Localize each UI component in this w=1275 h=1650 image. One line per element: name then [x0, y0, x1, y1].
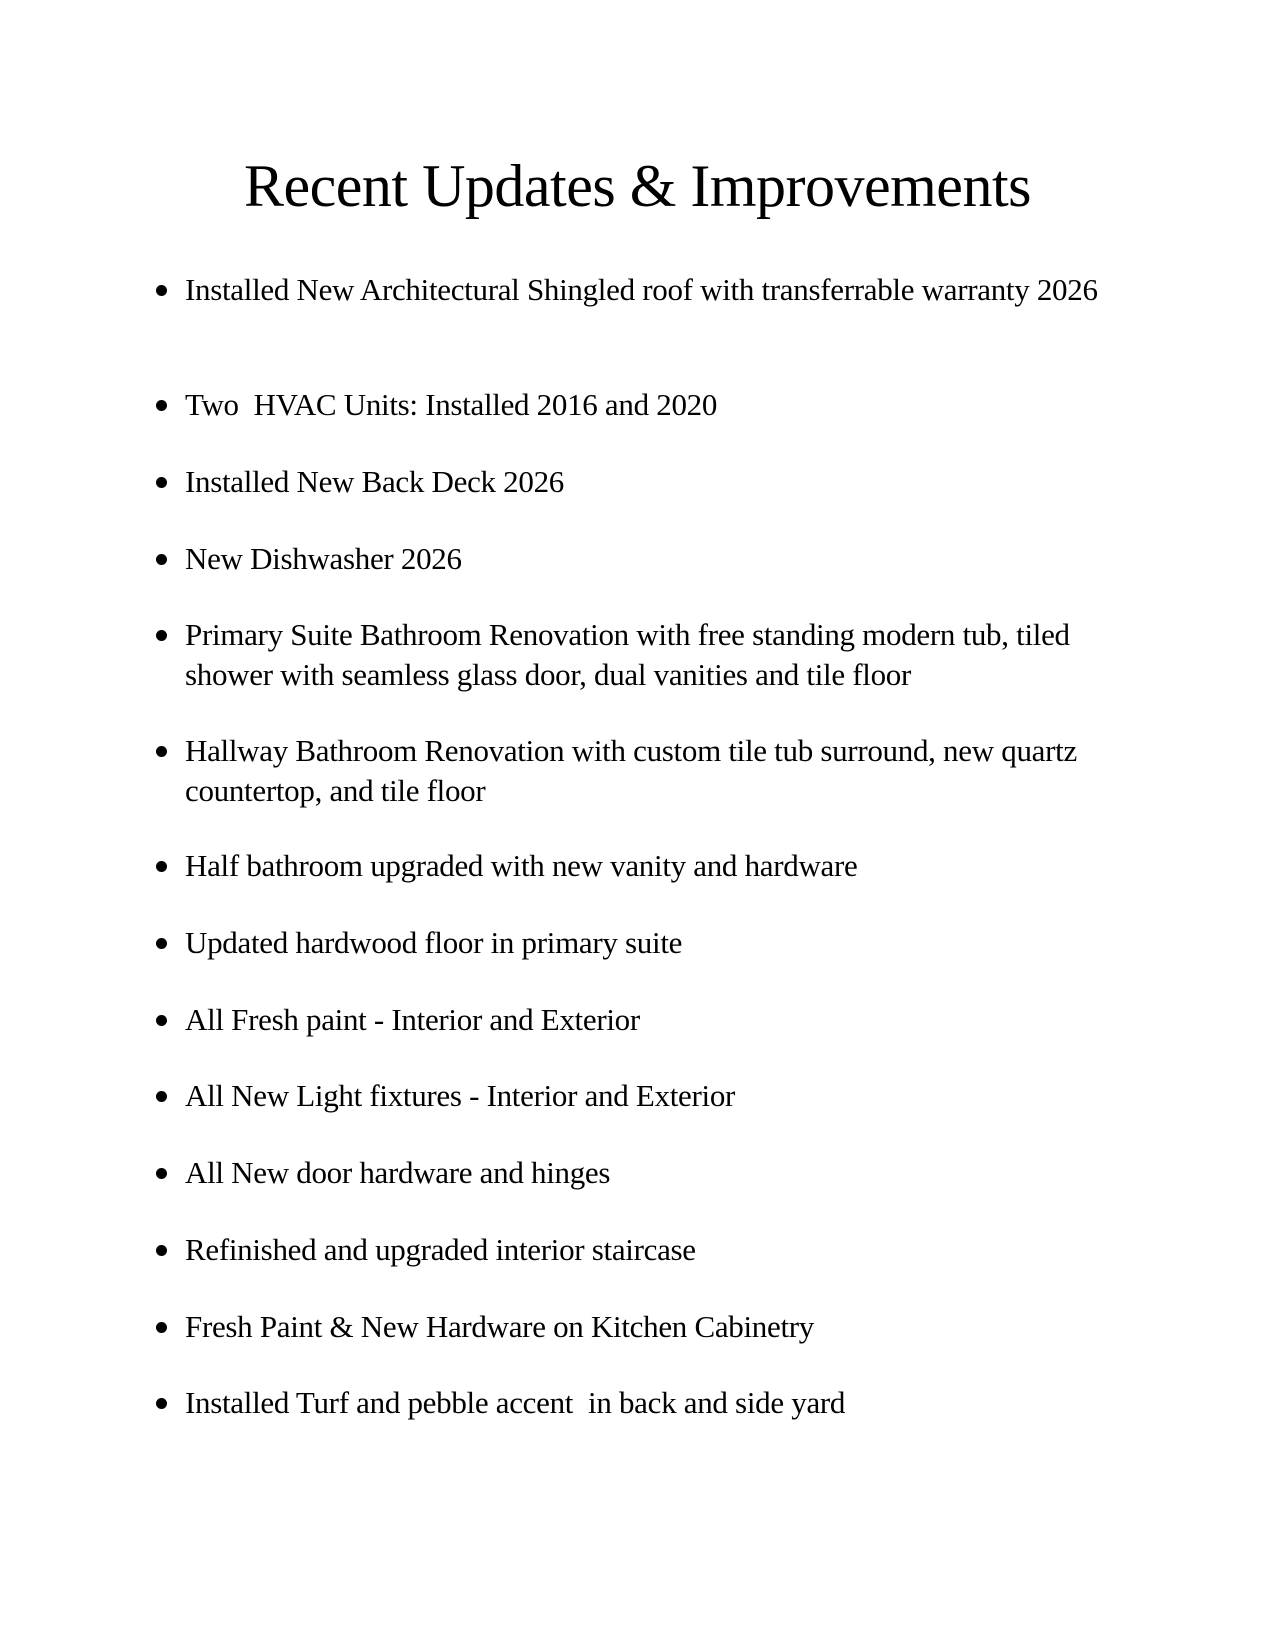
- list-item-text: All New door hardware and hinges: [185, 1155, 611, 1190]
- list-item: [185, 1230, 1115, 1270]
- bullet-icon: [156, 1091, 167, 1102]
- bullet-icon: [156, 477, 167, 488]
- list-item: [185, 270, 1115, 310]
- list-item-text: Installed New Back Deck 2026: [185, 464, 564, 499]
- list-item-text: All New Light fixtures - Interior and Exterior: [185, 1078, 736, 1113]
- list-item: [185, 615, 1115, 695]
- list-item-text: Installed New Architectural Shingled roof with transferrable warranty 2026: [185, 272, 1098, 307]
- page-title: Recent Updates & Improvements: [244, 153, 1031, 219]
- list-item-text: New Dishwasher 2026: [185, 541, 462, 576]
- list-item-text: Half bathroom upgraded with new vanity and hardware: [185, 848, 858, 883]
- bullet-icon: [156, 1322, 167, 1333]
- list-item: [185, 1076, 1115, 1116]
- bullet-icon: [156, 1015, 167, 1026]
- list-item: [185, 385, 1115, 425]
- bullet-icon: [156, 861, 167, 872]
- list-item: [185, 731, 1115, 811]
- list-item-text: Two HVAC Units: Installed 2016 and 2020: [185, 387, 718, 422]
- list-item: [185, 462, 1115, 502]
- list-item-text: Updated hardwood floor in primary suite: [185, 925, 683, 960]
- bullet-icon: [156, 938, 167, 949]
- list-item: [185, 1153, 1115, 1193]
- list-item: [185, 539, 1115, 579]
- list-item-text: All Fresh paint - Interior and Exterior: [185, 1002, 640, 1037]
- list-item: [185, 923, 1115, 963]
- list-item-text: Installed Turf and pebble accent in back and side yard: [185, 1385, 846, 1420]
- bullet-icon: [156, 746, 167, 757]
- bullet-icon: [156, 554, 167, 565]
- list-item-text: Primary Suite Bathroom Renovation with free standing modern tub, tiled shower with seamless glass door, dual vanities and tile floor: [185, 617, 1078, 692]
- list-item: [185, 1307, 1115, 1347]
- list-item: [185, 846, 1115, 886]
- list-item-text: Hallway Bathroom Renovation with custom tile tub surround, new quartz countertop, and tile floor: [185, 733, 1085, 808]
- list-item-text: Fresh Paint & New Hardware on Kitchen Cabinetry: [185, 1309, 814, 1344]
- list-item: [185, 1383, 1115, 1423]
- bullet-icon: [156, 400, 167, 411]
- bullet-icon: [156, 1245, 167, 1256]
- bullet-icon: [156, 285, 167, 296]
- bullet-icon: [156, 1398, 167, 1409]
- list-item: [185, 1000, 1115, 1040]
- bullet-icon: [156, 1168, 167, 1179]
- list-item-text: Refinished and upgraded interior staircase: [185, 1232, 696, 1267]
- bullet-icon: [156, 630, 167, 641]
